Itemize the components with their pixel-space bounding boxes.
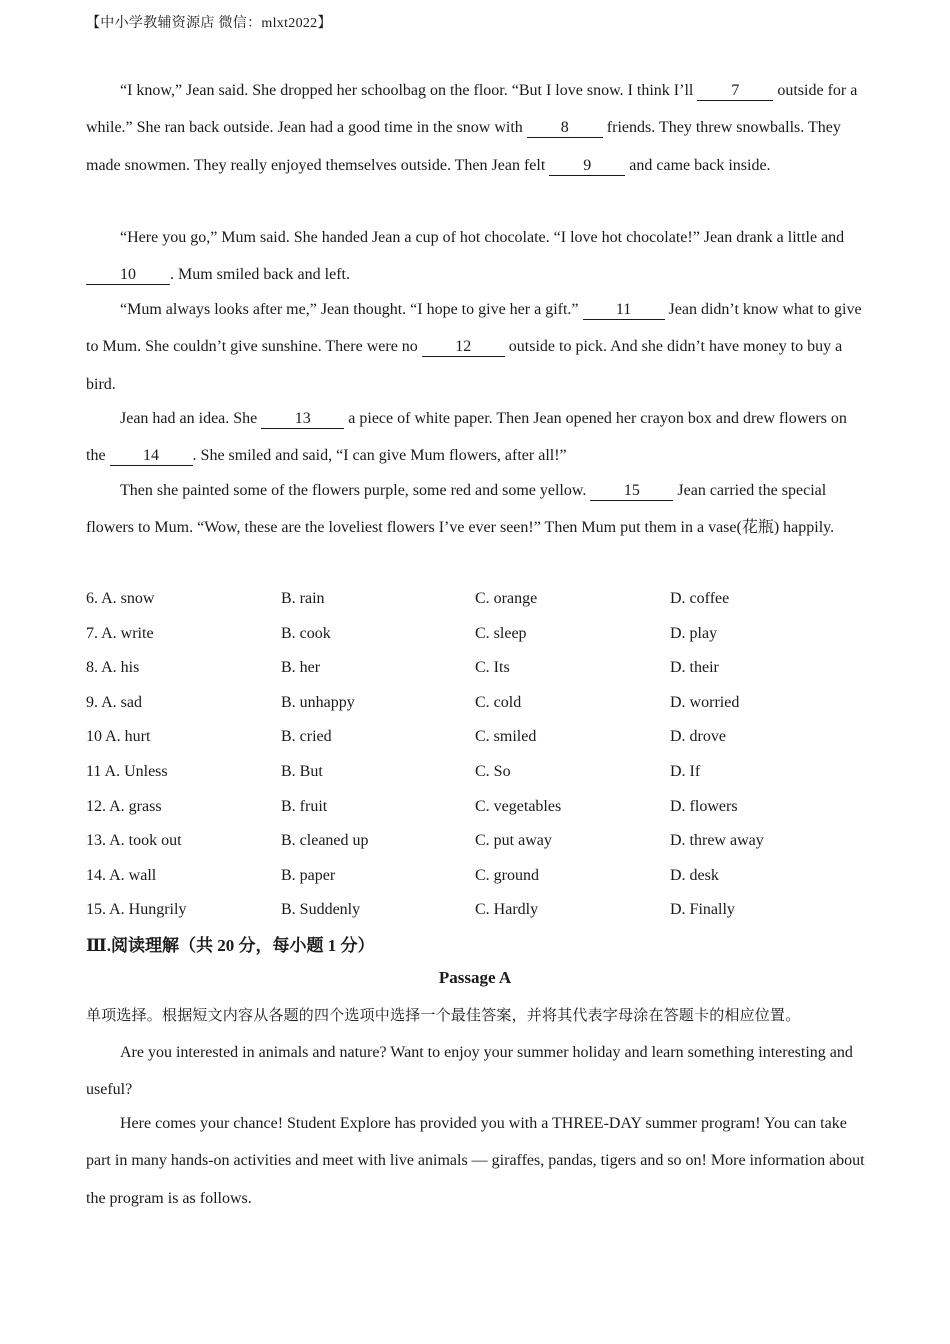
- option-a: 13. A. took out: [86, 832, 182, 849]
- option-c: C. orange: [475, 590, 538, 607]
- option-b: B. Suddenly: [281, 901, 361, 918]
- option-b: B. unhappy: [281, 694, 355, 711]
- blank-12: 12: [422, 338, 505, 357]
- option-a: 10 A. hurt: [86, 728, 151, 745]
- option-d: D. their: [670, 659, 719, 676]
- option-c: C. So: [475, 763, 511, 780]
- blank-15: 15: [590, 482, 673, 501]
- question-10-options: [86, 720, 886, 755]
- passage-a-paragraph-1: Are you interested in animals and nature? Want to enjoy your summer holiday and learn something interesting and useful?: [86, 1044, 853, 1099]
- option-d: D. play: [670, 625, 718, 642]
- question-12-options: [86, 790, 886, 825]
- option-a: 6. A. snow: [86, 590, 155, 607]
- option-d: D. worried: [670, 694, 740, 711]
- option-c: C. Its: [475, 659, 510, 676]
- option-b: B. fruit: [281, 798, 328, 815]
- section-title: Ⅲ.阅读理解（共 20 分，每小题 1 分）: [86, 936, 375, 955]
- instruction: 单项选择。根据短文内容从各题的四个选项中选择一个最佳答案，并将其代表字母涂在答题卡的相应位置。: [86, 1008, 801, 1024]
- option-b: B. cried: [281, 728, 332, 745]
- option-c: C. smiled: [475, 728, 537, 745]
- option-b: B. But: [281, 763, 323, 780]
- blank-14: 14: [110, 447, 193, 466]
- option-d: D. threw away: [670, 832, 764, 849]
- question-8-options: [86, 651, 886, 686]
- page-header: 【中小学教辅资源店 微信：mlxt2022】: [86, 16, 332, 31]
- question-7-options: [86, 617, 886, 652]
- option-d: D. desk: [670, 867, 719, 884]
- option-a: 15. A. Hungrily: [86, 901, 187, 918]
- blank-10: 10: [86, 266, 170, 285]
- option-b: B. rain: [281, 590, 325, 607]
- option-a: 9. A. sad: [86, 694, 142, 711]
- option-a: 8. A. his: [86, 659, 140, 676]
- story-paragraph-4: Jean had an idea. She 13 a piece of white paper. Then Jean opened her crayon box and drew flowers on the 14 . She smiled and said, “I can give Mum flowers, after all!”: [86, 410, 847, 465]
- question-9-options: [86, 686, 886, 721]
- blank-13: 13: [261, 410, 344, 429]
- option-c: C. sleep: [475, 625, 527, 642]
- option-b: B. cleaned up: [281, 832, 369, 849]
- option-a: 7. A. write: [86, 625, 154, 642]
- passage-a-paragraph-2: Here comes your chance! Student Explore has provided you with a THREE-DAY summer program! You can take part in many hands-on activities and meet with live animals — giraffes, pandas, tigers and so on! More information about the program is as follows.: [86, 1115, 865, 1207]
- story-paragraph-1: “I know,” Jean said. She dropped her schoolbag on the floor. “But I love snow. I think I’ll 7 outside for a while.” She ran back outside. Jean had a good time in the snow with 8 friends. They threw snowballs. They made snowmen. They really enjoyed themselves outside. Then Jean felt 9 and came back inside.: [86, 82, 858, 174]
- question-6-options: [86, 582, 886, 617]
- option-b: B. cook: [281, 625, 331, 642]
- option-a: 14. A. wall: [86, 867, 157, 884]
- passage-title: Passage A: [438, 968, 512, 987]
- option-c: C. vegetables: [475, 798, 562, 815]
- blank-11: 11: [583, 301, 665, 320]
- option-c: C. cold: [475, 694, 522, 711]
- option-c: C. ground: [475, 867, 539, 884]
- option-d: D. Finally: [670, 901, 735, 918]
- story-paragraph-3: “Mum always looks after me,” Jean thought. “I hope to give her a gift.” 11 Jean didn’t know what to give to Mum. She couldn’t give sunshine. There were no 12 outside to pick. And she didn’t have money to buy a bird.: [86, 301, 862, 393]
- question-15-options: [86, 893, 886, 928]
- blank-9: 9: [549, 157, 625, 176]
- option-b: B. paper: [281, 867, 336, 884]
- option-c: C. put away: [475, 832, 552, 849]
- story-paragraph-2: “Here you go,” Mum said. She handed Jean a cup of hot chocolate. “I love hot chocolate!” Jean drank a little and 10 . Mum smiled back and left.: [86, 219, 866, 294]
- option-d: D. drove: [670, 728, 726, 745]
- option-b: B. her: [281, 659, 321, 676]
- question-14-options: [86, 859, 886, 894]
- question-11-options: [86, 755, 886, 790]
- blank-7: 7: [697, 82, 773, 101]
- option-c: C. Hardly: [475, 901, 539, 918]
- option-d: D. If: [670, 763, 701, 780]
- option-d: D. coffee: [670, 590, 730, 607]
- option-a: 11 A. Unless: [86, 763, 168, 780]
- question-13-options: [86, 824, 886, 859]
- option-a: 12. A. grass: [86, 798, 162, 815]
- option-d: D. flowers: [670, 798, 738, 815]
- story-paragraph-5: Then she painted some of the flowers purple, some red and some yellow. 15 Jean carried the special flowers to Mum. “Wow, these are the loveliest flowers I’ve ever seen!” Then Mum put them in a vase(花瓶) happily.: [86, 482, 835, 537]
- blank-8: 8: [527, 119, 603, 138]
